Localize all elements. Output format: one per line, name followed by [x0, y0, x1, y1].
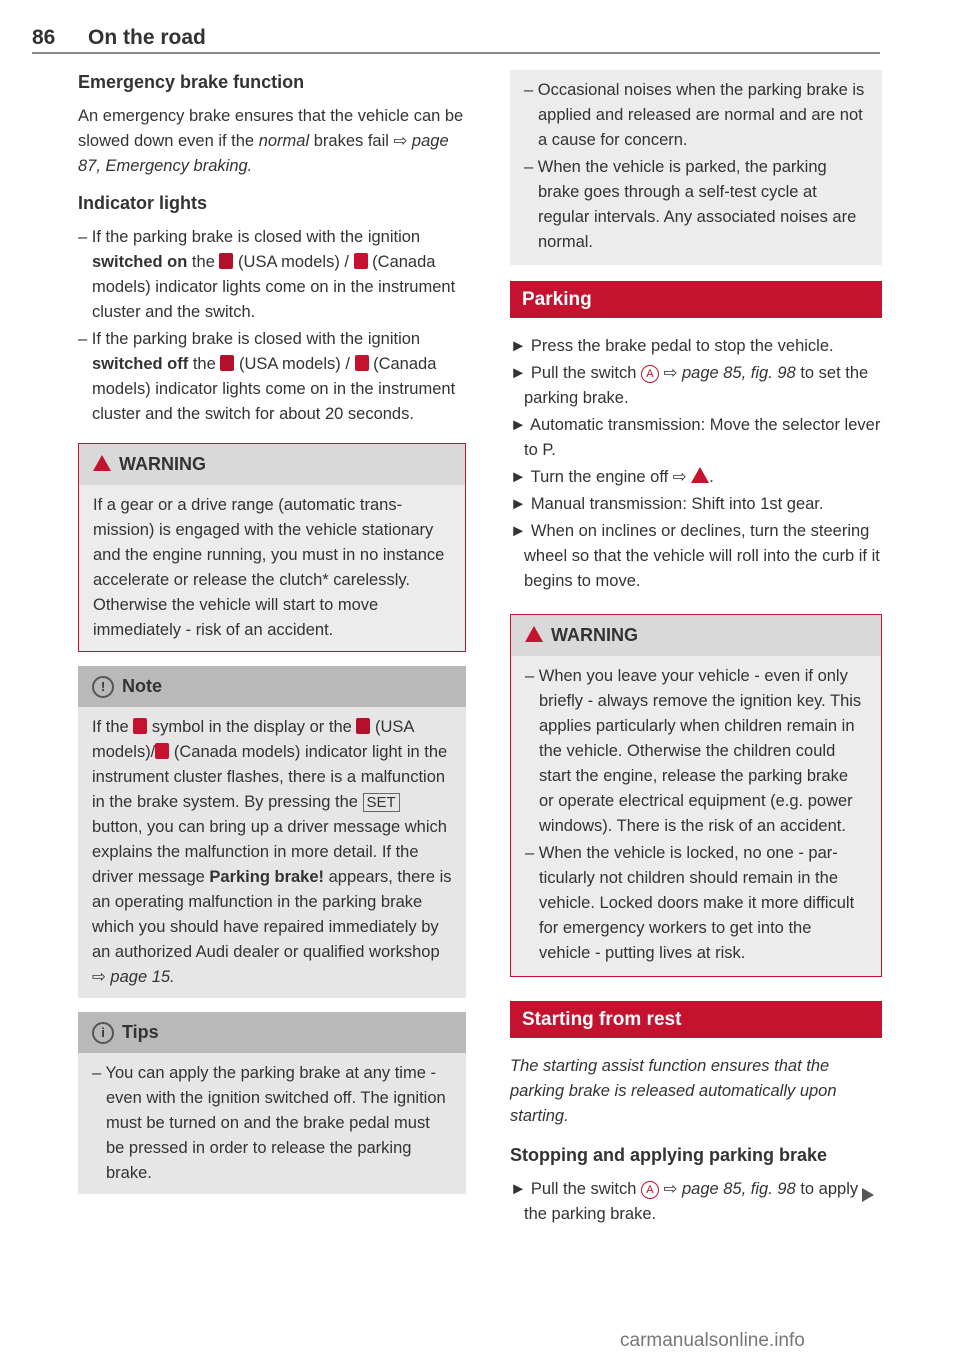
right-column — [510, 70, 882, 1229]
warning-box — [78, 443, 466, 652]
brake-symbol-icon — [133, 718, 147, 734]
page-header — [32, 22, 880, 54]
page-number: 86 — [32, 26, 56, 49]
indicator-item-1: – If the parking brake is closed with the ignition switched on the (USA models) / (Canada models) indicator lights come on in the instrument cluster and the switch. — [78, 228, 456, 321]
parking-step-4: ► Turn the engine off ⇨ . — [510, 468, 714, 486]
parking-step-3: ► Automatic transmission: Move the selector lever to P. — [510, 416, 881, 459]
tips-box — [78, 1012, 466, 1194]
emergency-heading: Emergency brake function — [78, 72, 305, 92]
tips-header: i Tips — [78, 1012, 466, 1053]
noises-item-2: – When the vehicle is parked, the parking brake goes through a self-test cycle at regular intervals. Any associated noises are normal. — [524, 158, 857, 251]
warning-header: WARNING — [79, 444, 465, 485]
warning-box — [510, 614, 882, 977]
warning-triangle-icon[interactable] — [691, 467, 709, 483]
brake-indicator-icon — [155, 743, 169, 759]
continue-arrow-icon — [862, 1188, 874, 1202]
chapter-title: On the road — [88, 26, 206, 49]
brake-indicator-icon — [356, 718, 370, 734]
starting-intro: The starting assist function ensures that the parking brake is released automatically upon starting. — [510, 1057, 837, 1125]
indicator-heading: Indicator lights — [78, 193, 208, 213]
warning-text: – When you leave your vehicle - even if only briefly - always remove the ignition key. This applies particularly when children remain in the vehicle. Otherwise the children could start the engine, release the parking brake or operate electrical equipment (e.g. power windows). There is the risk of an accident. – When the vehicle is locked, no one - particularly not children should remain in the vehicle. Locked doors make it more difficult for emergency workers to get into the vehicle - putting lives at risk. — [511, 656, 881, 976]
page-reference-link[interactable]: ⇨ page 85, fig. 98 — [658, 1180, 796, 1198]
switch-a-icon: A — [641, 365, 659, 383]
note-header: ! Note — [78, 666, 466, 707]
info-circle-icon: i — [92, 1022, 114, 1044]
brake-indicator-icon — [355, 355, 369, 371]
note-box — [78, 666, 466, 998]
emergency-text: An emergency brake ensures that the vehicle can be slowed down even if the normal brakes fail ⇨ page 87, Emergency braking. — [78, 107, 464, 175]
indicator-item-2: – If the parking brake is closed with the ignition switched off the (USA models) / (Canada models) indicator lights come on in the instrument cluster and the switch for about 20 seconds. — [78, 330, 456, 423]
tips-text: – You can apply the parking brake at any time - even with the ignition switched off. The ignition must be turned on and the brake pedal must be pressed in order to release the parking brake. — [78, 1053, 466, 1194]
left-column — [78, 70, 466, 1208]
set-key: SET — [363, 793, 400, 812]
noises-item-1: – Occasional noises when the parking brake is applied and released are normal and are not a cause for concern. — [524, 81, 865, 149]
exclamation-circle-icon: ! — [92, 676, 114, 698]
stopping-step-1: ► Pull the switch A ⇨ page 85, fig. 98 to apply the parking brake. — [510, 1180, 859, 1223]
noises-box — [510, 70, 882, 265]
warning-text: If a gear or a drive range (automatic transmission) is engaged with the vehicle stationary and the engine running, you must in no instance accelerate or release the clutch* carelessly. Otherwise the vehicle will start to move immediately - risk of an accident. — [79, 485, 465, 651]
parking-step-6: ► When on inclines or declines, turn the steering wheel so that the vehicle will roll into the curb if it begins to move. — [510, 522, 880, 590]
brake-indicator-icon — [219, 253, 233, 269]
parking-step-1: ► Press the brake pedal to stop the vehicle. — [510, 337, 834, 355]
warning-triangle-icon — [93, 455, 111, 471]
parking-step-5: ► Manual transmission: Shift into 1st gear. — [510, 495, 824, 513]
warning-header: WARNING — [511, 615, 881, 656]
parking-section-title: Parking — [510, 281, 882, 318]
warning-triangle-icon — [525, 626, 543, 642]
page-reference-link[interactable]: ⇨ page 85, fig. 98 — [658, 364, 796, 382]
stopping-heading: Stopping and applying parking brake — [510, 1145, 828, 1165]
page-reference-link[interactable]: ⇨ page 15. — [92, 968, 175, 986]
brake-indicator-icon — [220, 355, 234, 371]
switch-a-icon: A — [641, 1181, 659, 1199]
brake-indicator-icon — [354, 253, 368, 269]
watermark: carmanualsonline.info — [620, 1330, 805, 1351]
starting-section-title: Starting from rest — [510, 1001, 882, 1038]
parking-step-2: ► Pull the switch A ⇨ page 85, fig. 98 to set the parking brake. — [510, 364, 869, 407]
note-text: If the symbol in the display or the (USA models)/ (Canada models) indicator light in the instrument cluster flashes, there is a malfunction in the brake system. By pressing the SET button, you can bring up a driver message which explains the malfunction in more detail. If the driver message Parking brake! appears, there is an operating malfunction in the parking brake which you should have repaired immediately by an authorized Audi dealer or qualified workshop ⇨ page 15. — [78, 707, 466, 998]
page-reference-link[interactable]: ⇨ page 87, Emergency braking. — [78, 132, 449, 175]
